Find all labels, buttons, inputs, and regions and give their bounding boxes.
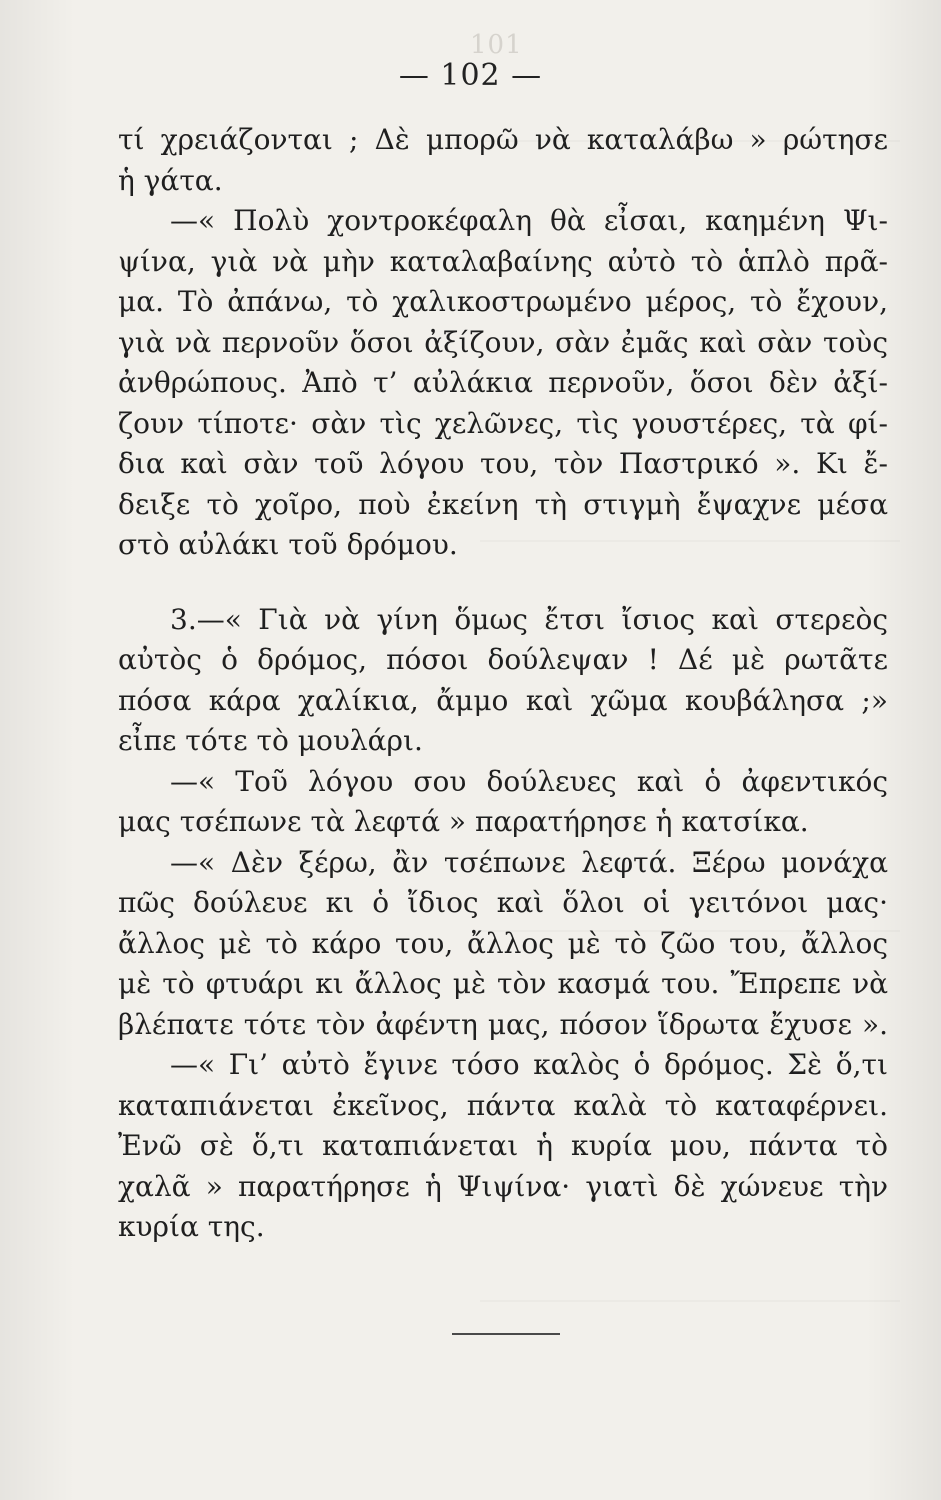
text-line: —« Τοῦ λόγου σου δούλευες καὶ ὁ ἀφεντικός xyxy=(170,764,888,798)
text-line: —« Πολὺ χοντροκέφαλη θὰ εἶσαι, καημένη Ψι- xyxy=(170,204,888,237)
text-line: ζουν τίποτε· σὰν τὶς χελῶνες, τὶς γουστέρες, τὰ φί- xyxy=(118,406,888,440)
bleed-through-shadow xyxy=(480,140,900,142)
text-line: —« Γι’ αὐτὸ ἔγινε τόσο καλὸς ὁ δρόμος. Σὲ ὅ,τι xyxy=(170,1048,888,1081)
bleed-through-shadow xyxy=(480,540,900,542)
text-line: δειξε τὸ χοῖρο, ποὺ ἐκείνη τὴ στιγμὴ ἔψαχνε μέσα xyxy=(118,487,888,521)
text-line: ἄλλος μὲ τὸ κάρο του, ἄλλος μὲ τὸ ζῶο του, ἄλλος xyxy=(118,926,888,960)
text-line: μας τσέπωνε τὰ λεφτά » παρατήρησε ἡ κατσίκα. xyxy=(118,805,809,838)
body-text xyxy=(118,120,888,1248)
text-line: ἀνθρώπους. Ἀπὸ τ’ αὐλάκια περνοῦν, ὅσοι δὲν ἀξί- xyxy=(118,366,888,399)
text-line: βλέπατε τότε τὸν ἀφέντη μας, πόσον ἵδρωτα ἔχυσε ». xyxy=(118,1007,888,1041)
text-line: στὸ αὐλάκι τοῦ δρόμου. xyxy=(118,528,458,561)
text-line: χαλᾶ » παρατήρησε ἡ Ψιψίνα· γιατὶ δὲ χώνευε τὴν xyxy=(118,1169,888,1203)
page-number: — 102 — xyxy=(398,58,543,93)
text-line: ψίνα, γιὰ νὰ μὴν καταλαβαίνης αὐτὸ τὸ ἁπλὸ πρᾶ- xyxy=(118,244,888,278)
text-line: τί χρειάζονται ; Δὲ μπορῶ νὰ καταλάβω » ρώτησε xyxy=(118,123,888,156)
text-line: μα. Τὸ ἀπάνω, τὸ χαλικοστρωμένο μέρος, τὸ ἔχουν, xyxy=(118,285,888,318)
text-line: πόσα κάρα χαλίκια, ἄμμο καὶ χῶμα κουβάλησα ;» xyxy=(118,683,888,717)
text-line: κυρία της. xyxy=(118,1210,265,1243)
text-line: μὲ τὸ φτυάρι κι ἄλλος μὲ τὸν κασμά του. Ἔπρεπε νὰ xyxy=(118,967,888,1000)
text-line: δια καὶ σὰν τοῦ λόγου του, τὸν Παστρικό ». Κι ἔ- xyxy=(118,447,888,480)
text-line: ἡ γάτα. xyxy=(118,163,223,197)
text-line: πῶς δούλευε κι ὁ ἴδιος καὶ ὅλοι οἱ γειτόνοι μας· xyxy=(118,886,888,919)
bleed-through-shadow xyxy=(480,1300,900,1302)
text-line: 3.—« Γιὰ νὰ γίνη ὅμως ἔτσι ἴσιος καὶ στερεὸς xyxy=(170,602,888,636)
text-line: Ἐνῶ σὲ ὅ,τι καταπιάνεται ἡ κυρία μου, πάντα τὸ xyxy=(118,1129,888,1162)
text-line: εἶπε τότε τὸ μουλάρι. xyxy=(118,724,423,757)
bleed-through-shadow xyxy=(480,930,900,932)
text-line: —« Δὲν ξέρω, ἂν τσέπωνε λεφτά. Ξέρω μονάχα xyxy=(170,845,888,879)
text-line: αὐτὸς ὁ δρόμος, πόσοι δούλεψαν ! Δέ μὲ ρωτᾶτε xyxy=(118,643,888,676)
text-line: γιὰ νὰ περνοῦν ὅσοι ἀξίζουν, σὰν ἐμᾶς καὶ σὰν τοὺς xyxy=(118,325,888,359)
text-line: καταπιάνεται ἐκεῖνος, πάντα καλὰ τὸ καταφέρνει. xyxy=(118,1088,888,1122)
end-separator-rule xyxy=(452,1333,560,1335)
bleed-through-page-number: 101 xyxy=(470,30,523,60)
